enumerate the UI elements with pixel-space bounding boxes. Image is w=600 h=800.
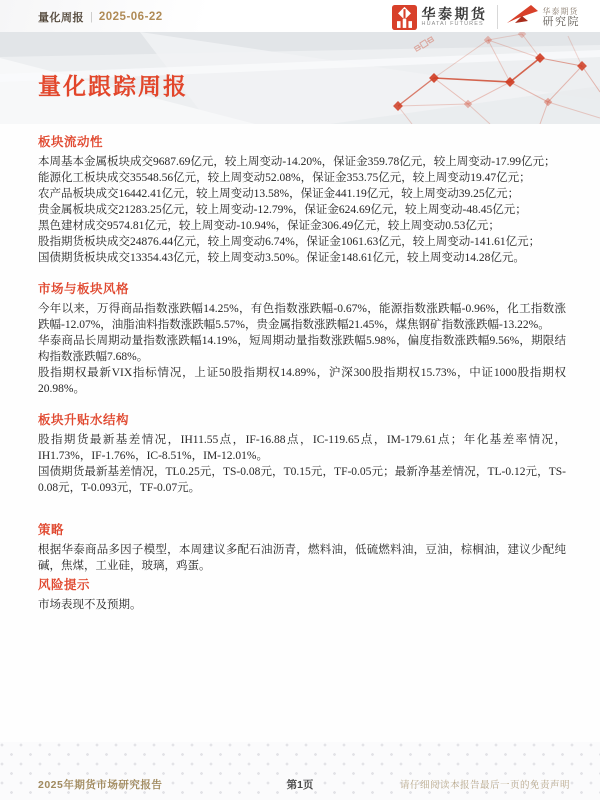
- paragraph: 股指期权最新VIX指标情况，上证50股指期权14.89%，沪深300股指期权15.73%，中证1000股指期权20.98%。: [38, 367, 566, 395]
- header-separator: |: [90, 11, 93, 23]
- brand-name-cn: 华泰期货: [421, 5, 488, 22]
- paragraph: 市场表现不及预期。: [38, 599, 142, 611]
- footer-row: [0, 777, 600, 792]
- paragraph: 贵金属板块成交21283.25亿元，较上周变动-12.79%，保证金624.69亿元，较上周变动-48.45亿元；: [38, 204, 527, 216]
- logo-divider: [497, 5, 498, 29]
- brand-text: [422, 7, 488, 28]
- institute-name-bottom: 研究院: [542, 15, 580, 28]
- paragraph: 本周基本金属板块成交9687.69亿元，较上周变动-14.20%，保证金359.78亿元，较上周变动-17.99亿元；: [38, 156, 556, 168]
- report-content: [0, 124, 600, 613]
- paragraph: 根据华泰商品多因子模型，本周建议多配石油沥青，燃料油，低硫燃料油，豆油，棕榈油，建议少配纯碱，焦煤，工业硅，玻璃，鸡蛋。: [38, 544, 566, 572]
- section-heading-risk: 风险提示: [38, 578, 91, 592]
- header-logos: [392, 4, 581, 30]
- section-heading-liquidity: 板块流动性: [38, 135, 104, 149]
- title-banner: [0, 32, 600, 124]
- network-constellation-graphic: [372, 32, 600, 124]
- brand-block: [392, 5, 488, 30]
- footer-page-number: 第1页: [286, 779, 314, 791]
- institute-name-top: 华泰期货: [542, 6, 579, 16]
- paragraph: 国债期货最新基差情况，TL0.25元，TS-0.08元，T0.15元，TF-0.05元；最新净基差情况，TL-0.12元，TS-0.08元，T-0.093元，TF-0.07元。: [38, 466, 566, 494]
- paragraph: 国债期货板块成交13354.43亿元，较上周变动3.50%。保证金148.61亿元，较上周变动14.28亿元。: [38, 252, 525, 264]
- paragraph: 黑色建材成交9574.81亿元，较上周变动-10.94%，保证金306.49亿元，较上周变动0.53亿元；: [38, 220, 500, 232]
- paragraph: 农产品板块成交16442.41亿元，较上周变动13.58%，保证金441.19亿元，较上周变动39.25亿元；: [38, 188, 520, 200]
- section-heading-strategy: 策略: [38, 523, 65, 537]
- paragraph: 能源化工板块成交35548.56亿元，较上周变动52.08%，保证金353.75亿元，较上周变动19.47亿元；: [38, 172, 531, 184]
- section-basis-structure: [38, 410, 566, 496]
- huatai-futures-logo-icon: [392, 5, 417, 30]
- report-date: 2025-06-22: [98, 11, 163, 23]
- institute-text: [543, 7, 581, 28]
- section-heading-market-style: 市场与板块风格: [38, 282, 130, 296]
- report-footer: [0, 742, 600, 800]
- paragraph: 华泰商品长周期动量指数涨跌幅14.19%，短周期动量指数涨跌幅5.98%，偏度指数涨跌幅9.56%，期限结构指数涨跌幅7.68%。: [38, 335, 566, 363]
- page-title: 量化跟踪周报: [38, 73, 188, 99]
- section-risk: [38, 575, 566, 613]
- brand-name-en: HUATAI FUTURES: [421, 20, 484, 27]
- section-market-style: [38, 279, 566, 397]
- report-header: [0, 0, 600, 32]
- report-type-label: 量化周报: [38, 12, 84, 24]
- paragraph: 今年以来，万得商品指数涨跌幅14.25%，有色指数涨跌幅-0.67%，能源指数涨跌幅-0.96%，化工指数涨跌幅-12.07%，油脂油料指数涨跌幅5.57%，贵金属指数涨跌幅21.45%，煤焦钢矿指数涨跌幅-13.22%。: [38, 303, 566, 331]
- section-liquidity: [38, 132, 566, 266]
- paragraph: 股指期货最新基差情况，IH11.55点，IF-16.88点，IC-119.65点，IM-179.61点；年化基差率情况，IH1.73%，IF-1.76%，IC-8.51%，IM-12.01%。: [38, 434, 566, 462]
- paragraph: 股指期货板块成交24876.44亿元，较上周变动6.74%，保证金1061.63亿元，较上周变动-141.61亿元；: [38, 236, 541, 248]
- section-strategy: [38, 520, 566, 574]
- institute-block: [507, 4, 581, 30]
- header-left: [38, 9, 163, 25]
- research-institute-arrow-icon: [507, 4, 539, 30]
- section-heading-basis: 板块升贴水结构: [38, 413, 130, 427]
- footer-report-name: 2025年期货市场研究报告: [38, 779, 163, 791]
- footer-disclaimer: 请仔细阅读本报告最后一页的免责声明: [399, 780, 570, 791]
